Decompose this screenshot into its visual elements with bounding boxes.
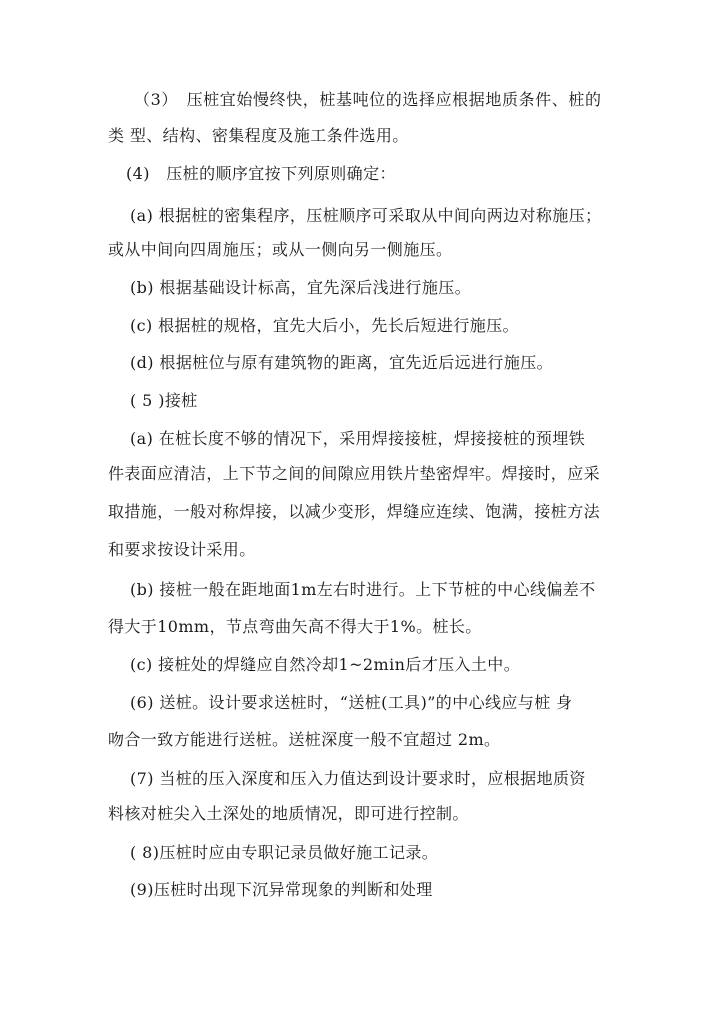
text-line: ( 8)压桩时应由专职记录员做好施工记录。 xyxy=(130,843,439,862)
text-line: ( 5 )接桩 xyxy=(130,391,198,410)
text-line: (7) 当桩的压入深度和压入力值达到设计要求时，应根据地质资 xyxy=(130,769,586,788)
text-line: (b) 根据基础设计标高，宜先深后浅进行施压。 xyxy=(130,278,472,297)
text-line: 吻合一致方能进行送桩。送桩深度一般不宜超过 2m。 xyxy=(108,730,501,749)
text-line: (c) 根据桩的规格，宜先大后小，先长后短进行施压。 xyxy=(130,316,519,335)
text-line: (d) 根据桩位与原有建筑物的距离，宜先近后远进行施压。 xyxy=(130,353,554,372)
text-line: 料核对桩尖入土深处的地质情况，即可进行控制。 xyxy=(108,804,469,823)
text-line: 和要求按设计采用。 xyxy=(108,540,256,559)
text-line: （3） 压桩宜始慢终快，桩基吨位的选择应根据地质条件、桩的 xyxy=(134,90,602,109)
text-line: (9)压桩时出现下沉异常现象的判断和处理 xyxy=(130,880,433,899)
text-line: (b) 接桩一般在距地面1m左右时进行。上下节桩的中心线偏差不 xyxy=(130,580,596,599)
text-line: 得大于10mm，节点弯曲矢高不得大于1%。桩长。 xyxy=(108,617,482,636)
text-line: 取措施，一般对称焊接，以减少变形，焊缝应连续、饱满，接桩方法 xyxy=(108,502,601,521)
text-line: 类 型、结构、密集程度及施工条件选用。 xyxy=(108,126,409,145)
text-line: (c) 接桩处的焊缝应自然冷却1~2min后才压入土中。 xyxy=(130,655,521,674)
text-line: (4) 压桩的顺序宜按下列原则确定： xyxy=(126,164,396,183)
text-line: (6) 送桩。设计要求送桩时，“送桩(工具)”的中心线应与桩 身 xyxy=(130,693,573,712)
text-line: 或从中间向四周施压；或从一侧向另一侧施压。 xyxy=(108,240,453,259)
text-line: 件表面应清洁，上下节之间的间隙应用铁片垫密焊牢。焊接时，应采 xyxy=(108,464,601,483)
text-line: (a) 在桩长度不够的情况下，采用焊接接桩，焊接接桩的预埋铁 xyxy=(130,429,586,448)
text-line: (a) 根据桩的密集程序，压桩顺序可采取从中间向两边对称施压； xyxy=(130,206,602,225)
